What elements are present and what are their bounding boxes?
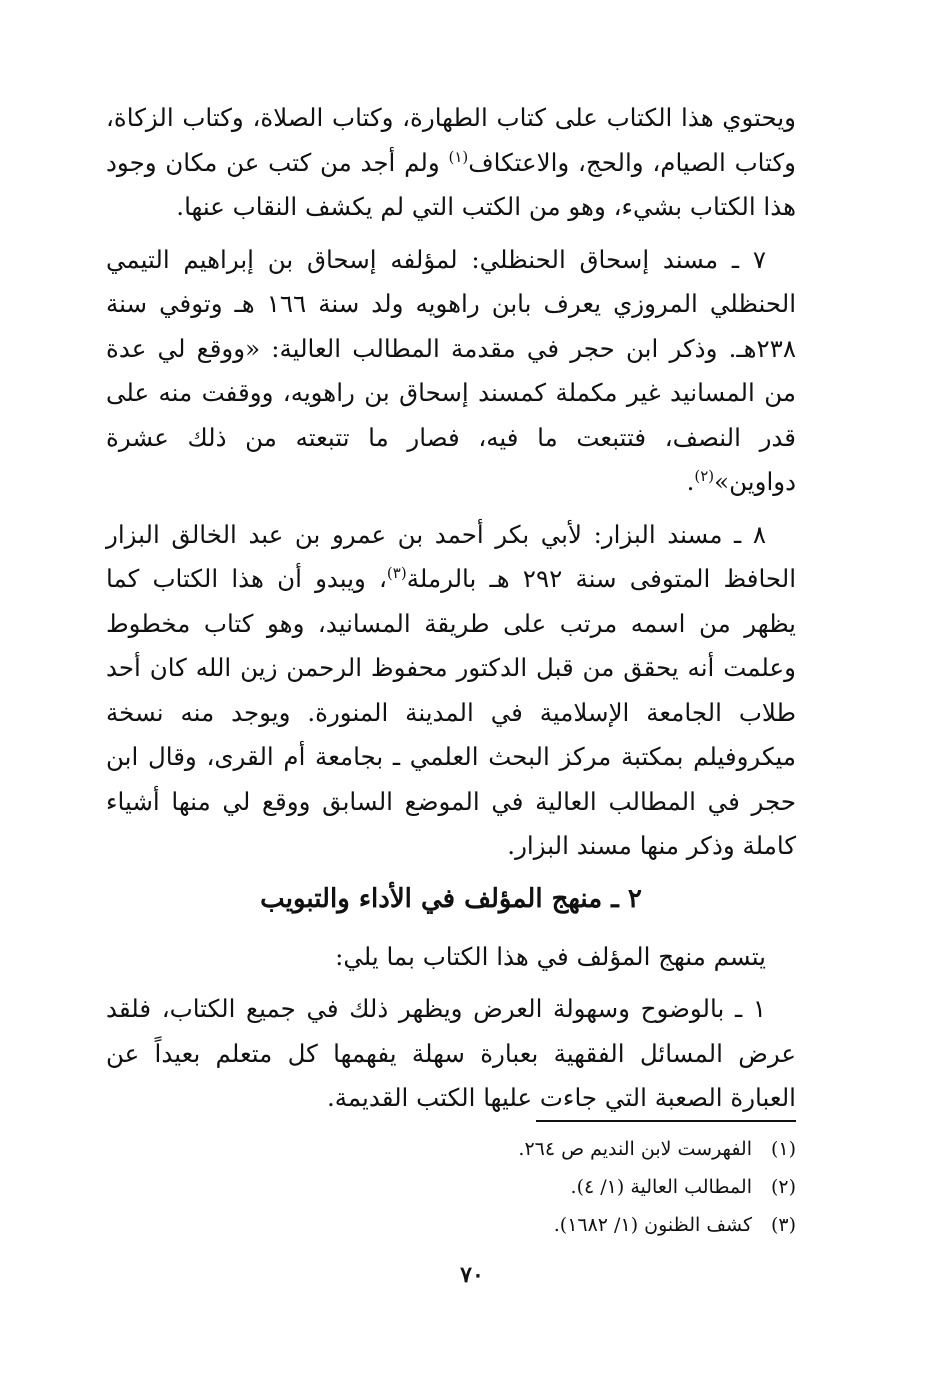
page-number: ٧٠ bbox=[460, 1262, 484, 1288]
paragraph-text-continued: ولم أجد من كتب عن مكان وجود هذا الكتاب بشيء، وهو من الكتب التي لم يكشف النقاب عنها. bbox=[106, 147, 796, 221]
paragraph-text: ويحتوي هذا الكتاب على كتاب الطهارة، وكتاب الصلاة، وكتاب الزكاة، وكتاب الصيام، والحج، والاعتكاف bbox=[106, 103, 796, 177]
footnote-ref[interactable]: (٢) bbox=[694, 466, 715, 485]
footnote-number: (٣) bbox=[770, 1214, 796, 1236]
footnote-number: (٢) bbox=[770, 1176, 796, 1198]
paragraph-text: ٨ ـ مسند البزار: لأبي بكر أحمد بن عمرو بن عبد الخالق البزار الحافظ المتوفى سنة ٢٩٢ هـ بالرملة bbox=[106, 519, 797, 593]
paragraph-text-continued: . bbox=[686, 467, 695, 496]
footnote-divider bbox=[536, 1120, 796, 1122]
paragraph-intro: يتسم منهج المؤلف في هذا الكتاب بما يلي: bbox=[335, 941, 766, 971]
paragraph-musnad-bazzar bbox=[106, 513, 796, 869]
paragraph-text-continued: ، ويبدو أن هذا الكتاب كما يظهر من اسمه مرتب على طريقة المسانيد، وهو كتاب مخطوط وعلمت أنه يحقق من قبل الدكتور محفوظ الرحمن زين الله كان أحد طلاب الجامعة الإسلامية في المدينة المنورة. ويوجد منه نسخة ميكروفيلم بمكتبة مركز البحث العلمي ـ بجامعة أم القرى، وقال ابن حجر في المطالب العالية في الموضع السابق ووقع لي منها أشياء كاملة وذكر منها مسند البزار. bbox=[106, 564, 796, 860]
footnote-item bbox=[276, 1130, 796, 1168]
section-heading: ٢ ـ منهج المؤلف في الأداء والتبويب bbox=[260, 883, 642, 914]
footnotes bbox=[276, 1130, 796, 1244]
footnote-item bbox=[276, 1206, 796, 1244]
footnote-text: كشف الظنون (١/ ١٦٨٢). bbox=[553, 1214, 752, 1236]
footnote-ref[interactable]: (٣) bbox=[386, 563, 407, 582]
footnote-ref[interactable]: (١) bbox=[448, 147, 469, 166]
paragraph-text: ٧ ـ مسند إسحاق الحنظلي: لمؤلفه إسحاق بن إبراهيم التيمي الحنظلي المروزي يعرف بابن راهويه ولد سنة ١٦٦ هـ وتوفي سنة ٢٣٨هـ. وذكر ابن حجر في مقدمة المطالب العالية: «ووقع لي عدة من المسانيد غير مكملة كمسند إسحاق بن راهويه، ووقفت منه على قدر النصف، فتتبعت ما فيه، فصار ما تتبعته من ذلك عشرة دواوين» bbox=[106, 244, 796, 496]
footnote-text: الفهرست لابن النديم ص ٢٦٤. bbox=[518, 1138, 752, 1160]
main-text bbox=[106, 96, 796, 1129]
paragraph-contents bbox=[106, 96, 796, 230]
paragraph-musnad-ishaq bbox=[106, 238, 796, 505]
footnote-item bbox=[276, 1168, 796, 1206]
footnote-number: (١) bbox=[770, 1138, 796, 1160]
footnote-text: المطالب العالية (١/ ٤). bbox=[570, 1176, 752, 1198]
paragraph-point-one: ١ ـ بالوضوح وسهولة العرض ويظهر ذلك في جميع الكتاب، فلقد عرض المسائل الفقهية بعبارة سهلة يفهمها كل متعلم بعيداً عن العبارة الصعبة التي جاءت عليها الكتب القديمة. bbox=[106, 994, 796, 1112]
